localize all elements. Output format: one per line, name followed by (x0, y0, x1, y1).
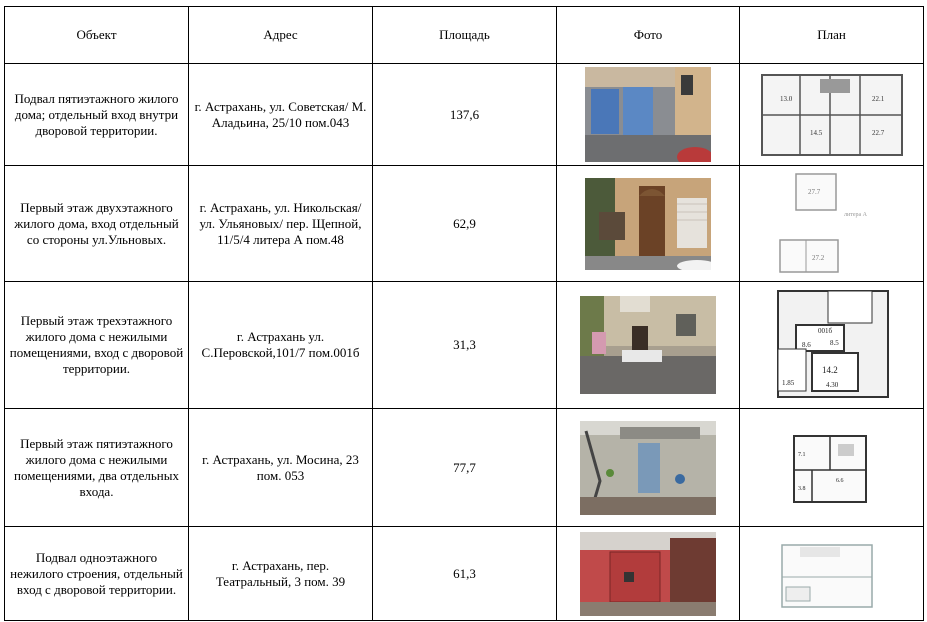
table-row (5, 527, 924, 621)
objects-table (4, 6, 924, 621)
table-header-row (5, 7, 924, 64)
object-cell: Первый этаж пятиэтажного жилого дома с нежилыми помещениями, два отдельных входа. (5, 409, 189, 527)
floor-plan-icon (760, 170, 904, 278)
floor-plan-icon (760, 69, 904, 161)
object-cell: Подвал пятиэтажного жилого дома; отдельный вход внутри дворовой территории. (5, 64, 189, 166)
header-plan: План (740, 7, 924, 64)
svg-text:13.0: 13.0 (779, 94, 792, 103)
address-cell: г. Астрахань, ул. Советская/ М. Аладьина, 25/10 пом.043 (189, 64, 373, 166)
svg-text:6.6: 6.6 (835, 477, 843, 484)
photo-cell (557, 64, 740, 166)
header-area: Площадь (373, 7, 557, 64)
area-cell: 77,7 (373, 409, 557, 527)
entrance-photo-icon (580, 421, 716, 515)
area-cell: 62,9 (373, 166, 557, 282)
photo-cell (557, 166, 740, 282)
svg-text:8.6: 8.6 (801, 341, 811, 349)
building-door-photo-icon (585, 178, 711, 270)
svg-text:27.2: 27.2 (811, 253, 824, 262)
address-cell: г. Астрахань, ул. Никольская/ул. Ульяновых/ пер. Щепной, 11/5/4 литера А пом.48 (189, 166, 373, 282)
svg-text:1.85: 1.85 (781, 379, 794, 387)
object-cell: Первый этаж трехэтажного жилого дома с нежилыми помещениями, вход с дворовой территории. (5, 282, 189, 409)
address-cell: г. Астрахань, ул. Мосина, 23 пом. 053 (189, 409, 373, 527)
building-entrance-photo-icon (585, 67, 711, 162)
header-object: Объект (5, 7, 189, 64)
table-row (5, 409, 924, 527)
table-row (5, 166, 924, 282)
svg-text:001б: 001б (817, 327, 832, 335)
svg-text:27.7: 27.7 (807, 187, 820, 196)
object-cell: Первый этаж двухэтажного жилого дома, вход отдельный со стороны ул.Ульновых. (5, 166, 189, 282)
svg-text:22.1: 22.1 (871, 94, 884, 103)
header-address: Адрес (189, 7, 373, 64)
address-cell: г. Астрахань ул. С.Перовской,101/7 пом.001б (189, 282, 373, 409)
plan-cell (740, 64, 924, 166)
floor-plan-icon (772, 420, 892, 516)
plan-cell (740, 409, 924, 527)
basement-door-photo-icon (580, 532, 716, 616)
floor-plan-icon (772, 535, 892, 613)
svg-text:8.5: 8.5 (829, 339, 839, 347)
photo-cell (557, 409, 740, 527)
object-cell: Подвал одноэтажного нежилого строения, отдельный вход с дворовой территории. (5, 527, 189, 621)
header-photo: Фото (557, 7, 740, 64)
area-cell: 61,3 (373, 527, 557, 621)
area-cell: 31,3 (373, 282, 557, 409)
svg-text:14.2: 14.2 (821, 365, 838, 375)
address-cell: г. Астрахань, пер. Театральный, 3 пом. 39 (189, 527, 373, 621)
plan-cell (740, 282, 924, 409)
area-cell: 137,6 (373, 64, 557, 166)
svg-text:3.8: 3.8 (797, 485, 805, 492)
photo-cell (557, 282, 740, 409)
table-row (5, 64, 924, 166)
floor-plan-icon (772, 289, 892, 401)
plan-cell (740, 527, 924, 621)
plan-cell (740, 166, 924, 282)
svg-text:14.5: 14.5 (809, 128, 822, 137)
photo-cell (557, 527, 740, 621)
svg-text:7.1: 7.1 (797, 451, 805, 458)
courtyard-photo-icon (580, 296, 716, 394)
svg-text:4.30: 4.30 (825, 381, 838, 389)
svg-text:литера А: литера А (843, 211, 867, 218)
svg-text:22.7: 22.7 (871, 128, 884, 137)
table-row (5, 282, 924, 409)
